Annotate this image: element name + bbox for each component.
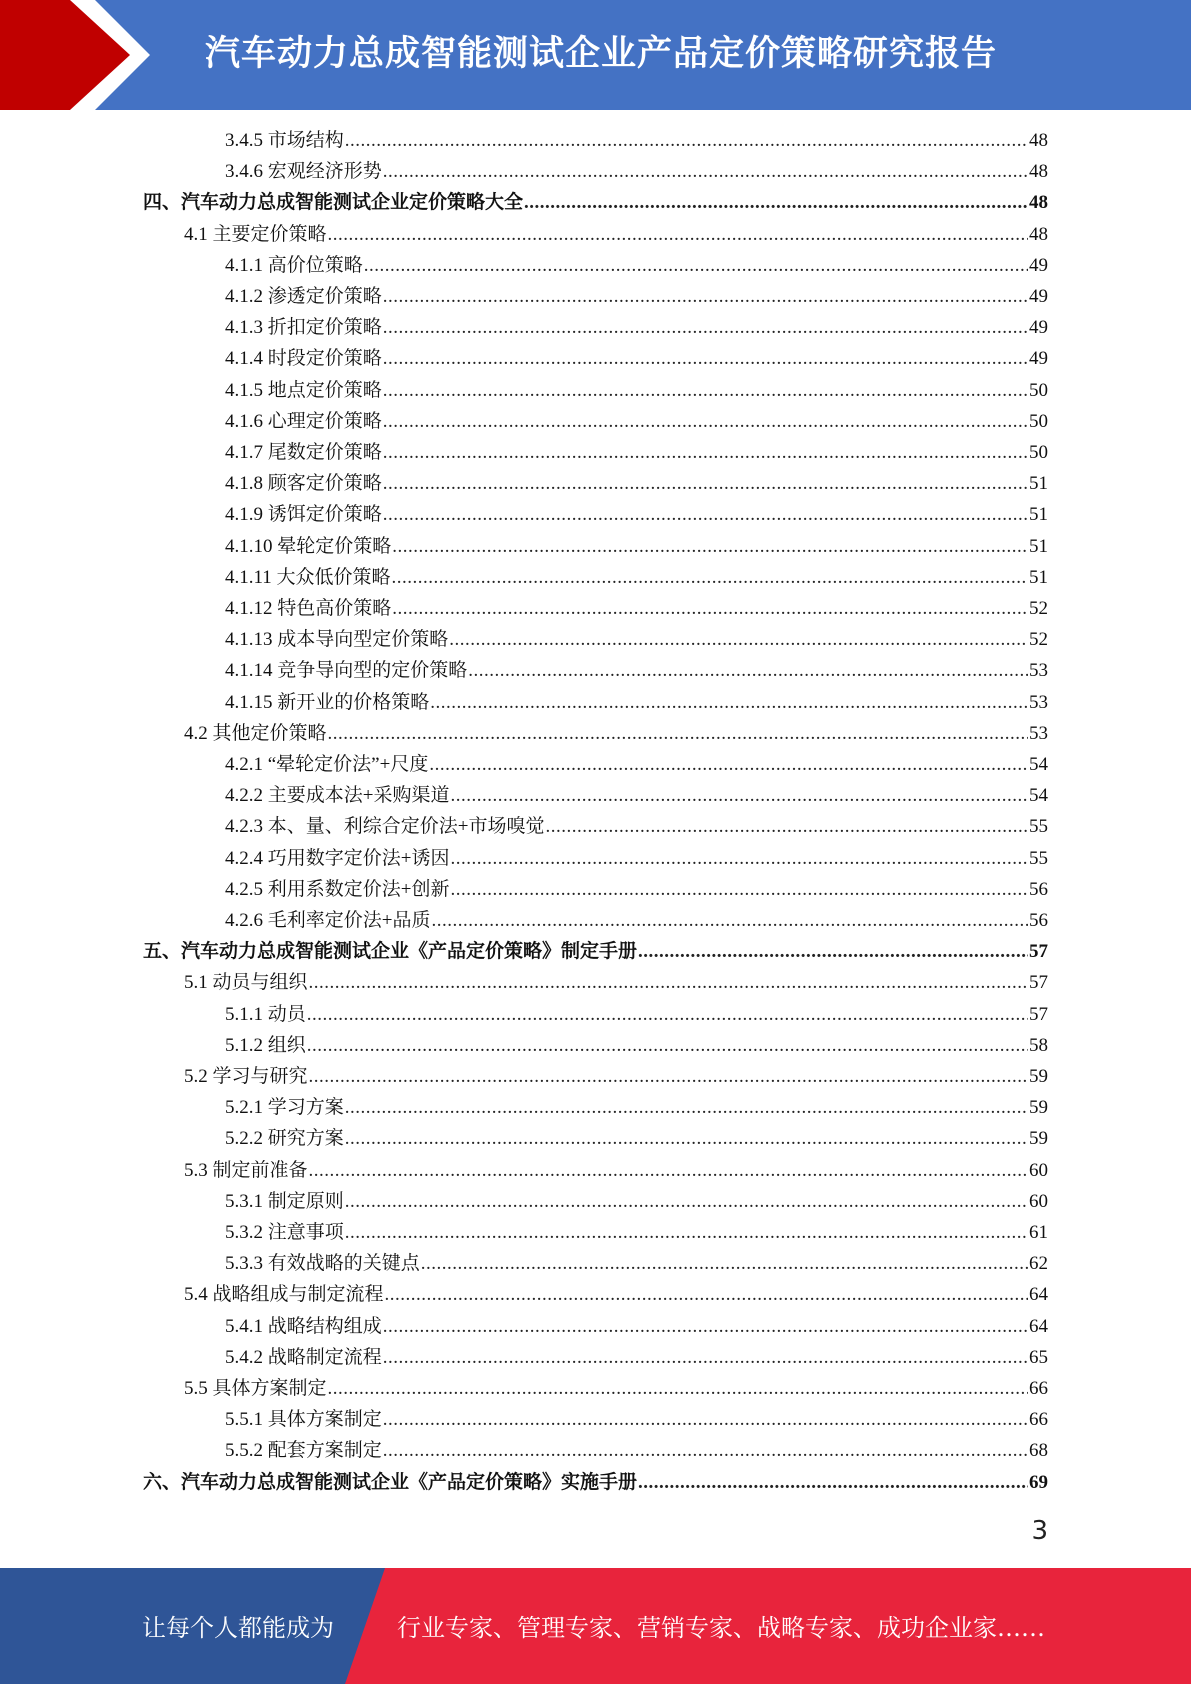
- toc-entry-page: 52: [1029, 598, 1048, 619]
- toc-entry[interactable]: [225, 343, 1048, 374]
- toc-entry-label: 4.1.2 渗透定价策略: [225, 286, 382, 307]
- toc-entry-label: 4.2.5 利用系数定价法+创新: [225, 878, 450, 900]
- toc-dot-leader: [450, 874, 1028, 905]
- toc-entry-page: 56: [1029, 878, 1048, 900]
- toc-entry-page: 51: [1029, 566, 1048, 588]
- toc-entry[interactable]: [225, 1186, 1048, 1217]
- toc-entry-page: 66: [1029, 1409, 1048, 1431]
- toc-entry-label: 3.4.5 市场结构: [225, 130, 344, 151]
- toc-entry[interactable]: [225, 687, 1048, 718]
- toc-entry[interactable]: [225, 811, 1048, 842]
- toc-dot-leader: [468, 655, 1028, 686]
- toc-entry-page: 50: [1029, 442, 1048, 463]
- toc-entry-page: 48: [1029, 130, 1048, 151]
- toc-dot-leader: [383, 499, 1028, 530]
- toc-entry-label: 4.1.14 竞争导向型的定价策略: [225, 660, 468, 682]
- toc-dot-leader: [307, 1030, 1028, 1061]
- toc-entry[interactable]: [225, 281, 1048, 312]
- toc-dot-leader: [345, 1186, 1028, 1217]
- toc-dot-leader: [345, 1123, 1028, 1154]
- toc-entry[interactable]: [225, 499, 1048, 530]
- toc-entry[interactable]: [184, 1155, 1048, 1186]
- toc-dot-leader: [328, 1373, 1028, 1404]
- toc-entry[interactable]: [184, 1279, 1048, 1310]
- page-footer: [0, 1568, 1191, 1684]
- toc-entry-label: 4.1.9 诱饵定价策略: [225, 504, 382, 526]
- toc-entry-label: 5.2 学习与研究: [184, 1066, 308, 1087]
- toc-entry-label: 4.1 主要定价策略: [184, 223, 327, 245]
- toc-dot-leader: [345, 1092, 1028, 1123]
- toc-entry-page: 65: [1029, 1346, 1048, 1368]
- toc-entry[interactable]: [143, 1467, 1048, 1498]
- toc-entry-label: 六、汽车动力总成智能测试企业《产品定价策略》实施手册: [143, 1471, 638, 1493]
- toc-entry-label: 5.2.2 研究方案: [225, 1128, 344, 1150]
- toc-entry-label: 4.1.7 尾数定价策略: [225, 442, 382, 463]
- toc-entry-page: 57: [1029, 1003, 1048, 1025]
- toc-dot-leader: [450, 780, 1028, 811]
- footer-slogan-left: 让每个人都能成为: [142, 1614, 334, 1642]
- toc-entry-label: 5.3.2 注意事项: [225, 1222, 344, 1243]
- toc-dot-leader: [421, 1248, 1028, 1279]
- toc-entry-label: 5.1 动员与组织: [184, 972, 308, 994]
- toc-entry-label: 4.2.3 本、量、利综合定价法+市场嗅觉: [225, 816, 545, 838]
- toc-dot-leader: [345, 1217, 1028, 1248]
- toc-entry-label: 3.4.6 宏观经济形势: [225, 161, 382, 183]
- toc-dot-leader: [345, 125, 1028, 156]
- toc-entry[interactable]: [225, 1435, 1048, 1466]
- toc-entry-label: 4.1.12 特色高价策略: [225, 598, 392, 619]
- toc-entry[interactable]: [184, 219, 1048, 250]
- toc-entry-label: 4.1.4 时段定价策略: [225, 348, 382, 370]
- toc-entry-label: 4.1.8 顾客定价策略: [225, 473, 382, 495]
- toc-entry[interactable]: [184, 967, 1048, 998]
- toc-dot-leader: [383, 468, 1028, 499]
- toc-entry-page: 59: [1029, 1066, 1048, 1087]
- toc-dot-leader: [364, 250, 1028, 281]
- toc-entry-page: 48: [1029, 161, 1048, 183]
- toc-dot-leader: [430, 687, 1028, 718]
- toc-entry-page: 64: [1029, 1315, 1048, 1337]
- toc-entry[interactable]: [225, 624, 1048, 655]
- toc-entry[interactable]: [225, 593, 1048, 624]
- toc-dot-leader: [450, 843, 1028, 874]
- toc-entry[interactable]: [225, 1404, 1048, 1435]
- toc-entry[interactable]: [225, 1217, 1048, 1248]
- toc-entry-page: 51: [1029, 535, 1048, 557]
- toc-dot-leader: [392, 531, 1028, 562]
- toc-entry-label: 5.5.1 具体方案制定: [225, 1409, 382, 1431]
- toc-entry[interactable]: [225, 437, 1048, 468]
- toc-entry-page: 52: [1029, 629, 1048, 651]
- toc-dot-leader: [383, 437, 1028, 468]
- toc-dot-leader: [524, 187, 1028, 218]
- toc-entry-label: 4.1.3 折扣定价策略: [225, 317, 382, 339]
- toc-entry-page: 49: [1029, 348, 1048, 370]
- chevron-arrow-icon: [0, 0, 160, 110]
- toc-entry-page: 58: [1029, 1034, 1048, 1056]
- toc-entry-label: 5.4.2 战略制定流程: [225, 1346, 382, 1368]
- toc-entry[interactable]: [225, 999, 1048, 1030]
- toc-dot-leader: [309, 967, 1028, 998]
- toc-entry[interactable]: [225, 468, 1048, 499]
- toc-entry-label: 5.3.3 有效战略的关键点: [225, 1253, 420, 1275]
- toc-entry-page: 60: [1029, 1190, 1048, 1212]
- toc-dot-leader: [385, 1279, 1028, 1310]
- toc-entry[interactable]: [225, 874, 1048, 905]
- toc-entry[interactable]: [225, 905, 1048, 936]
- toc-entry-label: 4.2.2 主要成本法+采购渠道: [225, 785, 450, 807]
- toc-dot-leader: [383, 1342, 1028, 1373]
- toc-entry-page: 49: [1029, 254, 1048, 276]
- toc-entry[interactable]: [225, 406, 1048, 437]
- toc-entry-label: 4.1.13 成本导向型定价策略: [225, 629, 449, 651]
- toc-entry[interactable]: [225, 1248, 1048, 1279]
- toc-entry-page: 54: [1029, 785, 1048, 807]
- toc-entry-page: 57: [1029, 941, 1048, 963]
- toc-entry-label: 5.5 具体方案制定: [184, 1378, 327, 1399]
- toc-dot-leader: [638, 1467, 1028, 1498]
- toc-entry-page: 49: [1029, 286, 1048, 307]
- toc-entry[interactable]: [225, 156, 1048, 187]
- report-title: 汽车动力总成智能测试企业产品定价策略研究报告: [205, 34, 998, 74]
- toc-entry-label: 5.3 制定前准备: [184, 1159, 308, 1181]
- toc-entry[interactable]: [225, 843, 1048, 874]
- toc-entry-page: 53: [1029, 660, 1048, 682]
- toc-dot-leader: [431, 905, 1028, 936]
- toc-dot-leader: [307, 999, 1028, 1030]
- toc-dot-leader: [449, 624, 1028, 655]
- toc-entry-page: 48: [1029, 223, 1048, 245]
- toc-entry-label: 4.1.11 大众低价策略: [225, 566, 391, 588]
- toc-entry[interactable]: [225, 125, 1048, 156]
- toc-dot-leader: [309, 1061, 1028, 1092]
- toc-dot-leader: [383, 406, 1028, 437]
- toc-dot-leader: [328, 718, 1028, 749]
- toc-dot-leader: [429, 749, 1028, 780]
- toc-dot-leader: [392, 593, 1028, 624]
- toc-entry-label: 4.1.10 晕轮定价策略: [225, 535, 392, 557]
- toc-entry-label: 四、汽车动力总成智能测试企业定价策略大全: [143, 192, 524, 214]
- toc-dot-leader: [383, 375, 1028, 406]
- toc-entry[interactable]: [143, 187, 1048, 218]
- toc-entry-label: 5.5.2 配套方案制定: [225, 1440, 382, 1462]
- toc-entry-label: 4.2.1 “晕轮定价法”+尺度: [225, 754, 429, 775]
- toc-entry-label: 5.4.1 战略结构组成: [225, 1315, 382, 1337]
- toc-entry-label: 五、汽车动力总成智能测试企业《产品定价策略》制定手册: [143, 941, 638, 963]
- toc-entry-page: 68: [1029, 1440, 1048, 1462]
- toc-entry-page: 55: [1029, 847, 1048, 869]
- page-number: 3: [1031, 1516, 1048, 1546]
- toc-dot-leader: [383, 1435, 1028, 1466]
- toc-entry-page: 59: [1029, 1128, 1048, 1150]
- toc-entry-label: 4.2 其他定价策略: [184, 722, 327, 744]
- toc-entry-page: 60: [1029, 1159, 1048, 1181]
- toc-dot-leader: [545, 811, 1028, 842]
- toc-entry[interactable]: [225, 1342, 1048, 1373]
- toc-entry-page: 62: [1029, 1253, 1048, 1275]
- toc-dot-leader: [383, 281, 1028, 312]
- toc-entry-page: 53: [1029, 722, 1048, 744]
- toc-entry[interactable]: [225, 780, 1048, 811]
- toc-dot-leader: [328, 219, 1028, 250]
- page-header: [0, 0, 1191, 110]
- toc-entry-page: 51: [1029, 504, 1048, 526]
- toc-entry[interactable]: [225, 312, 1048, 343]
- toc-entry-label: 4.1.1 高价位策略: [225, 254, 363, 276]
- toc-entry-page: 55: [1029, 816, 1048, 838]
- toc-entry-page: 53: [1029, 691, 1048, 713]
- toc-entry-page: 66: [1029, 1378, 1048, 1399]
- toc-entry[interactable]: [225, 250, 1048, 281]
- toc-entry-page: 50: [1029, 410, 1048, 432]
- toc-entry-label: 5.1.1 动员: [225, 1003, 306, 1025]
- toc-dot-leader: [638, 936, 1028, 967]
- toc-entry-label: 4.2.6 毛利率定价法+品质: [225, 910, 431, 931]
- toc-dot-leader: [383, 1311, 1028, 1342]
- toc-entry-label: 5.4 战略组成与制定流程: [184, 1284, 384, 1306]
- footer-slogan-right: 行业专家、管理专家、营销专家、战略专家、成功企业家……: [397, 1614, 1045, 1642]
- toc-entry-label: 4.1.5 地点定价策略: [225, 379, 382, 401]
- toc-entry[interactable]: [225, 1123, 1048, 1154]
- toc-entry[interactable]: [225, 749, 1048, 780]
- toc-dot-leader: [383, 1404, 1028, 1435]
- toc-entry-page: 64: [1029, 1284, 1048, 1306]
- toc-dot-leader: [383, 343, 1028, 374]
- toc-entry-page: 49: [1029, 317, 1048, 339]
- toc-entry[interactable]: [143, 936, 1048, 967]
- toc-entry[interactable]: [225, 375, 1048, 406]
- toc-entry-page: 56: [1029, 910, 1048, 931]
- toc-entry[interactable]: [225, 1030, 1048, 1061]
- toc-entry-page: 51: [1029, 473, 1048, 495]
- toc-entry[interactable]: [225, 1311, 1048, 1342]
- toc-entry-page: 54: [1029, 754, 1048, 775]
- toc-entry[interactable]: [225, 531, 1048, 562]
- toc-entry-page: 48: [1029, 192, 1048, 214]
- toc-entry-page: 59: [1029, 1097, 1048, 1119]
- toc-entry-page: 50: [1029, 379, 1048, 401]
- toc-entry[interactable]: [184, 1061, 1048, 1092]
- toc-entry-page: 61: [1029, 1222, 1048, 1243]
- toc-entry[interactable]: [184, 1373, 1048, 1404]
- toc-entry[interactable]: [184, 718, 1048, 749]
- toc-entry[interactable]: [225, 1092, 1048, 1123]
- toc-entry-label: 5.3.1 制定原则: [225, 1190, 344, 1212]
- toc-entry-label: 4.1.6 心理定价策略: [225, 410, 382, 432]
- toc-dot-leader: [309, 1155, 1028, 1186]
- toc-entry-label: 5.2.1 学习方案: [225, 1097, 344, 1119]
- toc-dot-leader: [392, 562, 1028, 593]
- toc-entry-label: 4.2.4 巧用数字定价法+诱因: [225, 847, 450, 869]
- toc-entry[interactable]: [225, 562, 1048, 593]
- toc-dot-leader: [383, 312, 1028, 343]
- toc-entry-page: 57: [1029, 972, 1048, 994]
- toc-entry-page: 69: [1029, 1471, 1048, 1493]
- toc-dot-leader: [383, 156, 1028, 187]
- toc-entry-label: 5.1.2 组织: [225, 1034, 306, 1056]
- toc-entry[interactable]: [225, 655, 1048, 686]
- toc-entry-label: 4.1.15 新开业的价格策略: [225, 691, 430, 713]
